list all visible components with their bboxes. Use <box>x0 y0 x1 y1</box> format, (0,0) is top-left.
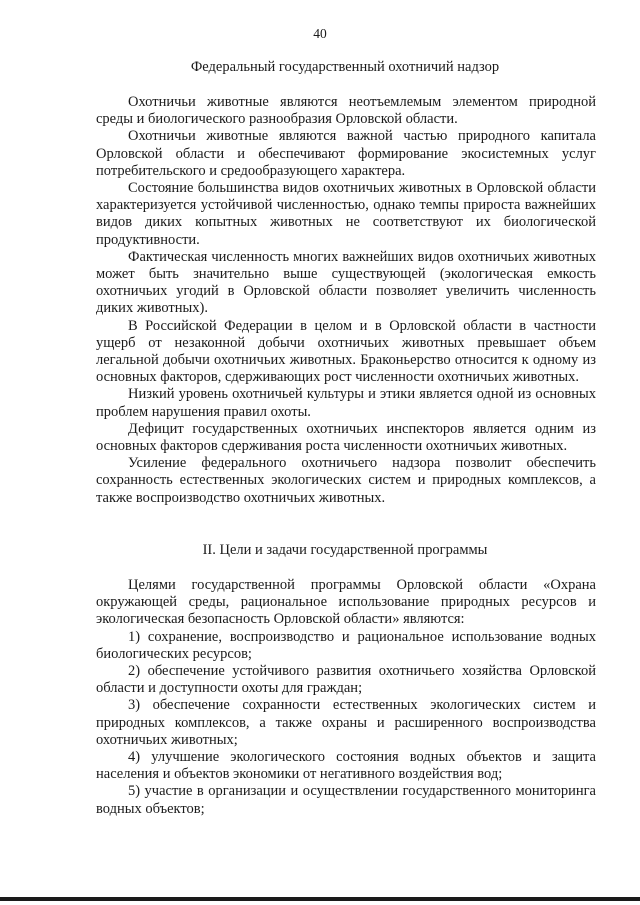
goal-list-item: 4) улучшение экологического состояния водных объектов и защита населения и объектов экономики от негативного воздействия вод; <box>96 749 596 783</box>
section-body-hunting-supervision <box>96 94 596 507</box>
goal-list-item: 2) обеспечение устойчивого развития охотничьего хозяйства Орловской области и доступности охоты для граждан; <box>96 663 596 697</box>
body-paragraph: Усиление федерального охотничьего надзора позволит обеспечить сохранность естественных экологических систем и природных комплексов, а также воспроизводство охотничьих животных. <box>96 455 596 506</box>
body-paragraph: Целями государственной программы Орловской области «Охрана окружающей среды, рациональное использование природных ресурсов и экологическая безопасность Орловской области» являются: <box>96 577 596 628</box>
body-paragraph: Охотничьи животные являются неотъемлемым элементом природной среды и биологического разнообразия Орловской области. <box>96 94 596 128</box>
body-paragraph: Низкий уровень охотничьей культуры и этики является одной из основных проблем нарушения правил охоты. <box>96 386 596 420</box>
section-heading-hunting-supervision: Федеральный государственный охотничий надзор <box>190 59 500 75</box>
body-paragraph: Состояние большинства видов охотничьих животных в Орловской области характеризуется устойчивой численностью, однако темпы прироста важнейших видов диких копытных животных не соответствуют их биологической продуктивности. <box>96 180 596 248</box>
goal-list-item: 1) сохранение, воспроизводство и рациональное использование водных биологических ресурсов; <box>96 628 596 662</box>
page-bottom-border <box>0 897 640 901</box>
section-heading-program-goals: II. Цели и задачи государственной программы <box>202 542 488 558</box>
body-paragraph: Охотничьи животные являются важной частью природного капитала Орловской области и обеспечивают формирование экосистемных услуг потребительского и средообразующего характера. <box>96 128 596 179</box>
body-paragraph: В Российской Федерации в целом и в Орловской области в частности ущерб от незаконной добычи охотничьих животных превышает объем легальной добычи охотничьих животных. Браконьерство относится к одному из основных факторов, сдерживающих рост численности охотничьих животных. <box>96 317 596 386</box>
body-paragraph: Фактическая численность многих важнейших видов охотничьих животных может быть значительно выше существующей (экологическая емкость охотничьих угодий в Орловской области позволяет увеличить численность диких животных). <box>96 248 596 317</box>
page-number: 40 <box>313 26 327 41</box>
body-paragraph: Дефицит государственных охотничьих инспекторов является одним из основных факторов сдерживания роста численности охотничьих животных. <box>96 420 596 455</box>
goal-list-item: 5) участие в организации и осуществлении государственного мониторинга водных объектов; <box>96 783 596 817</box>
goal-list-item: 3) обеспечение сохранности естественных экологических систем и природных комплексов, а также охраны и расширенного воспроизводства охотничьих животных; <box>96 697 596 748</box>
section-body-program-goals <box>96 577 596 818</box>
